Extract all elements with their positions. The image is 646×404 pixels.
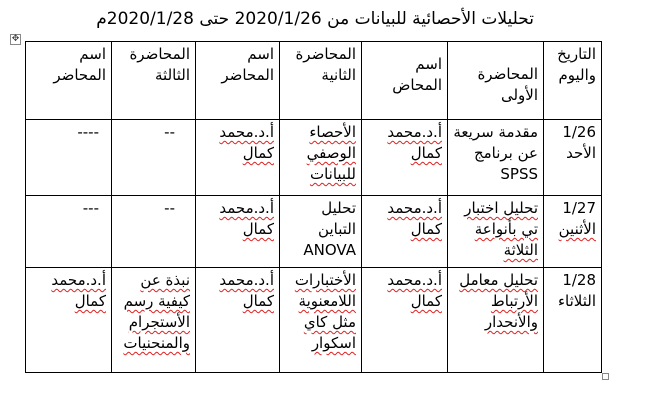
header-lecturer1: اسم المحاض (362, 42, 448, 120)
document-title: تحليلات الأحصائية للبيانات من 2020/1/26 حتى 2020/1/28م (96, 9, 534, 29)
lecture2-cell: تحليل التباين ANOVA (280, 196, 362, 268)
header-lecturer3: اسم المحاضر (26, 42, 112, 120)
lecture-text: الأختبارات اللامعنوية مثل كاي اسكوار (294, 271, 356, 352)
lecturer-name: أ.د.محمد كمال (219, 199, 274, 238)
lecturer1-cell (362, 196, 448, 268)
lecturer-name: أ.د.محمد كمال (51, 271, 106, 310)
table-row (26, 196, 602, 268)
lecturer-name: أ.د.محمد كمال (219, 123, 274, 162)
date-day-cell (544, 268, 602, 373)
lecturer-name: أ.د.محمد كمال (387, 199, 442, 238)
lecture1-cell (448, 196, 544, 268)
lecturer2-cell (196, 120, 280, 196)
day-text: الأحد (566, 144, 596, 162)
date-text: 1/28 (562, 271, 596, 289)
lecture-text: تحليل اختبار تي بأنواعة الثلاثة (464, 199, 538, 259)
lecturer-name: أ.د.محمد كمال (387, 271, 442, 310)
lecturer1-cell (362, 120, 448, 196)
lecture3-cell: -- (112, 196, 196, 268)
header-lecture1: المحاضرة الأولى (448, 42, 544, 120)
lecture3-cell: -- (112, 120, 196, 196)
table-move-handle-icon[interactable]: ✥ (11, 34, 20, 44)
lecturer3-cell (26, 268, 112, 373)
header-date-day: التاريخ واليوم (544, 42, 602, 120)
lecture-schedule-table (25, 41, 602, 373)
table-header-row (26, 42, 602, 120)
header-lecture2: المحاضرة الثانية (280, 42, 362, 120)
date-day-cell (544, 120, 602, 196)
lecture-text: الأحصاء الوصفي للبيانات (306, 123, 356, 183)
lecture3-cell (112, 268, 196, 373)
lecture2-cell (280, 268, 362, 373)
lecture-text: نبذة عن كيفية رسم الأستجرام والمنحنيات (123, 271, 190, 352)
table-row (26, 268, 602, 373)
lecture1-cell (448, 268, 544, 373)
lecturer-name: أ.د.محمد كمال (219, 271, 274, 310)
header-lecturer2: اسم المحاضر (196, 42, 280, 120)
lecturer1-cell (362, 268, 448, 373)
table-resize-handle[interactable] (602, 373, 609, 380)
lecture-text: تحليل معامل الأرتباط والأنحدار (459, 271, 538, 331)
day-text: الثلاثاء (557, 292, 596, 310)
date-text: 1/26 (562, 123, 596, 141)
date-day-cell (544, 196, 602, 268)
lecturer2-cell (196, 196, 280, 268)
header-lecture3: المحاضرة الثالثة (112, 42, 196, 120)
lecturer3-cell: ---- (26, 120, 112, 196)
lecturer2-cell (196, 268, 280, 373)
date-text: 1/27 (562, 199, 596, 217)
lecture1-cell: مقدمة سريعة عن برنامج SPSS (448, 120, 544, 196)
lecture2-cell (280, 120, 362, 196)
lecturer3-cell: --- (26, 196, 112, 268)
lecturer-name: أ.د.محمد كمال (387, 123, 442, 162)
table-row (26, 120, 602, 196)
day-text: الأثنين (558, 220, 596, 238)
